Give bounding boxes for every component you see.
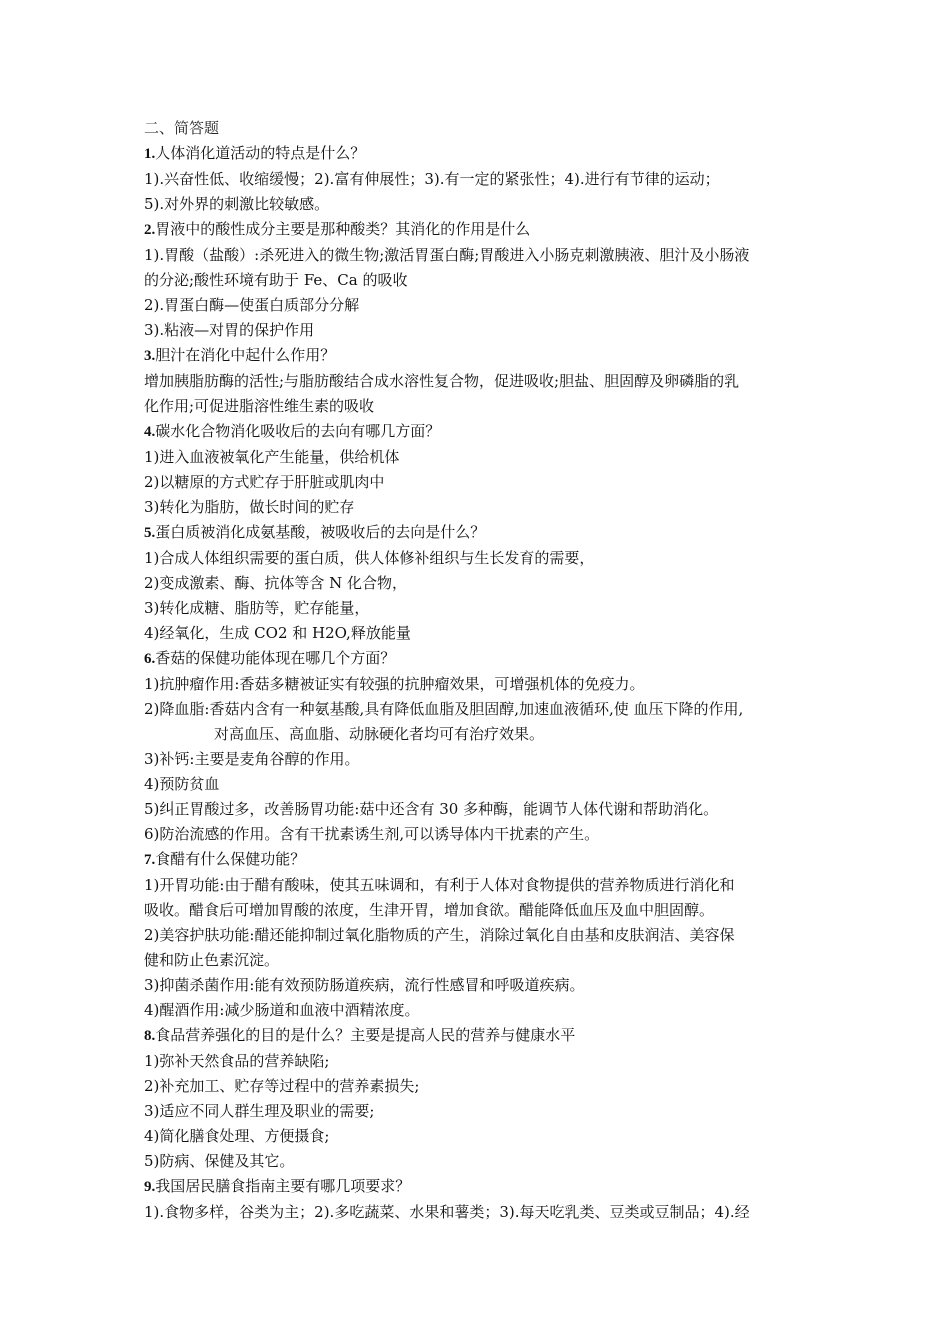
answer-line: 2)以糖原的方式贮存于肝脏或肌肉中 — [144, 473, 385, 491]
answer-line: 1).食物多样，谷类为主；2).多吃蔬菜、水果和薯类；3).每天吃乳类、豆类或豆制品；4).经 — [144, 1203, 750, 1221]
answer-line: 5)防病、保健及其它。 — [144, 1152, 295, 1170]
answer-line: 1)进入血液被氧化产生能量，供给机体 — [144, 448, 400, 466]
answer-line: 4)预防贫血 — [144, 775, 220, 793]
answer-line: 2)降血脂:香菇内含有一种氨基酸,具有降低血脂及胆固醇,加速血液循环,使 血压下降的作用, — [144, 700, 744, 718]
answer-line: 的分泌;酸性环境有助于 Fe、Ca 的吸收 — [144, 271, 408, 289]
answer-line: 2).胃蛋白酶—使蛋白质部分分解 — [144, 296, 360, 314]
answer-line: 3)适应不同人群生理及职业的需要; — [144, 1102, 375, 1120]
answer-line: 吸收。醋食后可增加胃酸的浓度，生津开胃，增加食欲。醋能降低血压及血中胆固醇。 — [144, 901, 715, 919]
answer-line: 2)变成激素、酶、抗体等含 N 化合物， — [144, 574, 408, 592]
question-4 — [144, 419, 816, 445]
answer-line: 2)补充加工、贮存等过程中的营养素损失; — [144, 1077, 420, 1095]
question-text: 蛋白质被消化成氨基酸，被吸收后的去向是什么？ — [155, 523, 486, 541]
question-1 — [144, 141, 816, 167]
answer-line: 4)经氧化，生成 CO2 和 H2O,释放能量 — [144, 624, 411, 642]
answer-line: 4)醒酒作用:减少肠道和血液中酒精浓度。 — [144, 1001, 420, 1019]
answer-line: 3)转化成糖、脂肪等，贮存能量， — [144, 599, 370, 617]
answer-line: 4)简化膳食处理、方便摄食; — [144, 1127, 330, 1145]
question-number: 8. — [144, 1028, 156, 1044]
question-3 — [144, 343, 816, 369]
question-number: 3. — [144, 348, 156, 364]
answer-line: 1)开胃功能:由于醋有酸味，使其五味调和，有利于人体对食物提供的营养物质进行消化和 — [144, 876, 735, 894]
answer-line: 增加胰脂肪酶的活性;与脂肪酸结合成水溶性复合物，促进吸收;胆盐、胆固醇及卵磷脂的乳 — [144, 372, 740, 390]
answer-line: 1)抗肿瘤作用:香菇多糖被证实有较强的抗肿瘤效果，可增强机体的免疫力。 — [144, 675, 645, 693]
question-text: 食品营养强化的目的是什么？主要是提高人民的营养与健康水平 — [155, 1026, 576, 1044]
answer-line: 健和防止色素沉淀。 — [144, 951, 280, 969]
question-number: 7. — [144, 852, 156, 868]
question-text: 胃液中的酸性成分主要是那种酸类？其消化的作用是什么 — [155, 220, 531, 238]
answer-line: 6)防治流感的作用。含有干扰素诱生剂,可以诱导体内干扰素的产生。 — [144, 825, 600, 843]
question-number: 2. — [144, 222, 156, 238]
answer-line: 1).胃酸（盐酸）:杀死进入的微生物;激活胃蛋白酶;胃酸进入小肠克刺激胰液、胆汁及小肠液 — [144, 246, 750, 264]
question-8 — [144, 1023, 816, 1049]
answer-line: 1).兴奋性低、收缩缓慢；2).富有伸展性；3).有一定的紧张性；4).进行有节律的运动； — [144, 170, 720, 188]
document-body — [144, 116, 816, 1225]
question-number: 9. — [144, 1179, 156, 1195]
question-number: 4. — [144, 424, 156, 440]
answer-line: 3)转化为脂肪，做长时间的贮存 — [144, 498, 355, 516]
answer-line: 1)弥补天然食品的营养缺陷; — [144, 1052, 330, 1070]
question-text: 香菇的保健功能体现在哪几个方面？ — [155, 649, 396, 667]
question-number: 6. — [144, 651, 156, 667]
answer-line: 1)合成人体组织需要的蛋白质，供人体修补组织与生长发育的需要， — [144, 549, 595, 567]
question-6 — [144, 646, 816, 672]
question-5 — [144, 520, 816, 546]
question-number: 5. — [144, 525, 156, 541]
question-text: 食醋有什么保健功能？ — [155, 850, 306, 868]
answer-line: 3)抑菌杀菌作用:能有效预防肠道疾病，流行性感冒和呼吸道疾病。 — [144, 976, 585, 994]
answer-line: 2)美容护肤功能:醋还能抑制过氧化脂物质的产生，消除过氧化自由基和皮肤润洁、美容保 — [144, 926, 735, 944]
answer-line: 3).粘液—对胃的保护作用 — [144, 321, 315, 339]
question-text: 人体消化道活动的特点是什么？ — [155, 144, 366, 162]
question-7 — [144, 847, 816, 873]
section-title: 二、简答题 — [144, 119, 220, 137]
answer-line: 化作用;可促进脂溶性维生素的吸收 — [144, 397, 375, 415]
answer-line: 3)补钙:主要是麦角谷醇的作用。 — [144, 750, 360, 768]
answer-line: 5)纠正胃酸过多，改善肠胃功能:菇中还含有 30 多种酶，能调节人体代谢和帮助消化。 — [144, 800, 719, 818]
answer-line: 5).对外界的刺激比较敏感。 — [144, 195, 330, 213]
answer-line-indented: 对高血压、高血脂、动脉硬化者均可有治疗效果。 — [214, 725, 545, 743]
question-9 — [144, 1174, 816, 1200]
question-2 — [144, 217, 816, 243]
question-text: 碳水化合物消化吸收后的去向有哪几方面？ — [155, 422, 441, 440]
question-number: 1. — [144, 146, 156, 162]
question-text: 胆汁在消化中起什么作用？ — [155, 346, 336, 364]
question-text: 我国居民膳食指南主要有哪几项要求？ — [155, 1177, 411, 1195]
